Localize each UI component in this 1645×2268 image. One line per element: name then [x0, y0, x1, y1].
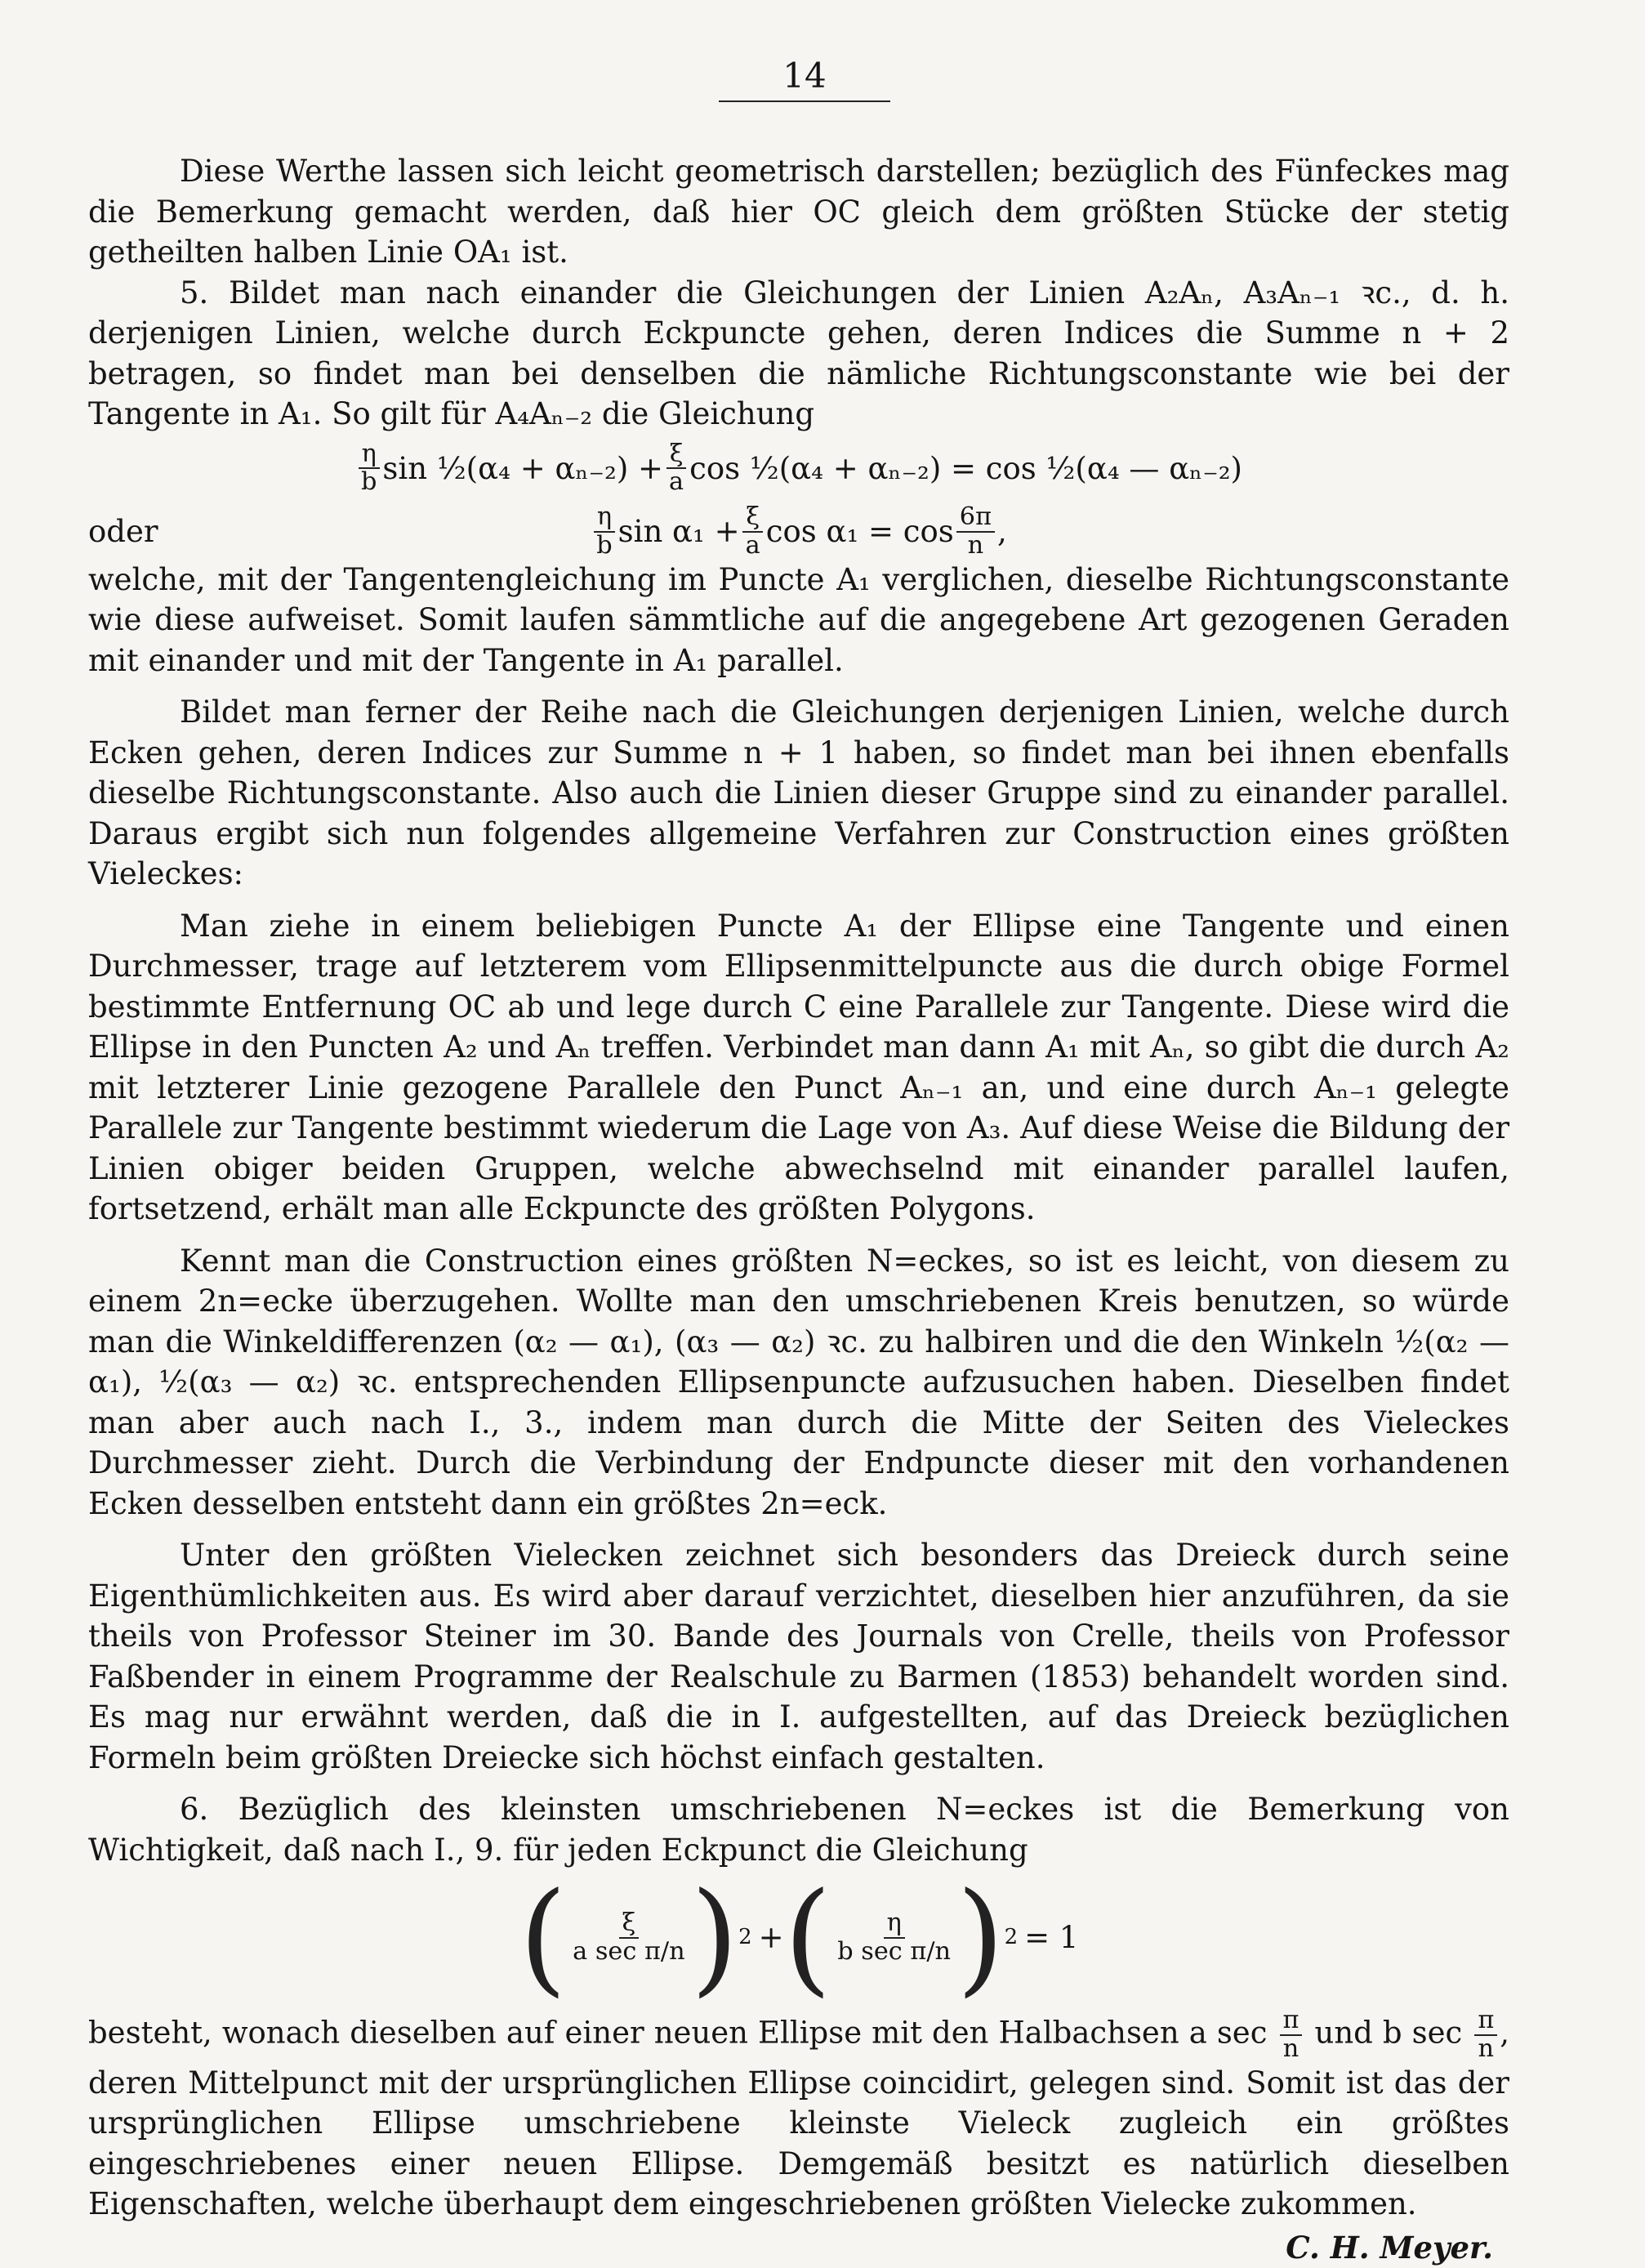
paragraph: welche, mit der Tangentengleichung im Puncte A₁ verglichen, dieselbe Richtungsconstante wie diese aufweiset. Somit laufen sämmtliche auf die angegebene Art gezogenen Geraden mit einander und mit der Tangente in A₁ parallel. [88, 561, 1509, 678]
paragraph: 6. Bezüglich des kleinsten umschriebenen N=eckes ist die Bemerkung von Wichtigkeit, daß nach I., 9. für jeden Eckpunct die Gleichung [88, 1792, 1509, 1868]
paragraph: Diese Werthe lassen sich leicht geometrisch darstellen; bezüglich des Fünfeckes mag die Bemerkung gemacht werden, daß hier OC gleich dem größten Stücke der stetig getheilten halben Linie OA₁ ist. [88, 154, 1509, 270]
fraction: $\frac{\pi}{n}$ [1474, 2007, 1497, 2063]
equation-ellipse: ( $\frac{\xi}{\text{a sec π/n}}$ ) 2 + ( $\frac{\eta}{\text{b sec π/n}}$ ) 2 = 1 [519, 1867, 1079, 2010]
paragraph: 5. Bildet man nach einander die Gleichungen der Linien A₂Aₙ, A₃Aₙ₋₁ ꝛc., d. h. derjenigen Linien, welche durch Eckpuncte gehen, deren Indices die Summe n + 2 betragen, so findet man bei denselben die nämliche Richtungsconstante wie bei der Tangente in A₁. So gilt für A₄Aₙ₋₂ die Gleichung [88, 275, 1509, 431]
paragraph: Bildet man ferner der Reihe nach die Gleichungen derjenigen Linien, welche durch Ecken gehen, deren Indices zur Summe n + 1 haben, so findet man bei ihnen ebenfalls dieselbe Richtungsconstante. Also auch die Linien dieser Gruppe sind zu einander parallel. Daraus ergibt sich nun folgendes allgemeine Verfahren zur Construction eines größten Vieleckes: [88, 694, 1509, 892]
paragraph: Unter den größten Vielecken zeichnet sich besonders das Dreieck durch seine Eigenthümlichkeiten aus. Es wird aber darauf verzichtet, dieselben hier anzuführen, da sie theils von Professor Steiner im 30. Bande des Journals von Crelle, theils von Professor Faßbender in einem Programme der Realschule zu Barmen (1853) behandelt worden sind. Es mag nur erwähnt werden, daß die in I. aufgestellten, auf das Dreieck bezüglichen Formeln beim größten Dreiecke sich höchst einfach gestalten. [88, 1538, 1509, 1775]
fraction: $\frac{\eta}{b}$ [593, 504, 615, 560]
fraction: $\frac{\eta}{b}$ [358, 441, 380, 497]
paragraph: Man ziehe in einem beliebigen Puncte A₁ der Ellipse eine Tangente und einen Durchmesser, trage auf letzterem vom Ellipsenmittelpuncte aus die durch obige Formel bestimmte Entfernung OC ab und lege durch C eine Parallele zur Tangente. Diese wird die Ellipse in den Puncten A₂ und Aₙ treffen. Verbindet man dann A₁ mit Aₙ, so gibt die durch A₂ mit letzterer Linie gezogene Parallele den Punct Aₙ₋₁ an, und eine durch Aₙ₋₁ gelegte Parallele zur Tangente bestimmt wiederum die Lage von A₃. Auf diese Weise die Bildung der Linien obiger beiden Gruppen, welche abwechselnd mit einander parallel laufen, fortsetzend, erhält man alle Eckpuncte des größten Polygons. [88, 908, 1509, 1227]
equation-alternative: oder $\frac{\eta}{b}$ sin α₁ + $\frac{\xi}{a}$ cos α₁ = cos $\frac{6\pi}{n}$ , [88, 502, 1007, 560]
fraction: $\frac{\xi}{a}$ [666, 441, 687, 497]
fraction: $\frac{\eta}{\text{b sec π/n}}$ [837, 1909, 952, 1967]
author-signature: C. H. Meyer. [1286, 2229, 1493, 2266]
paragraph: besteht, wonach dieselben auf einer neuen Ellipse mit den Halbachsen a sec $\frac{\pi}{n}$ und b sec $\frac{\pi}{n}$ , deren Mittelpunct mit der ursprünglichen Ellipse coincidirt, gelegen sind. Somit ist das der ursprünglichen Ellipse umschriebene kleinste Vieleck zugleich ein größtes eingeschriebenes einer neuen Ellipse. Demgemäß besitzt es natürlich dieselben Eigenschaften, welche überhaupt dem eingeschriebenen größten Vielecke zukommen. [88, 2006, 1510, 2222]
paragraph: Kennt man die Construction eines größten N=eckes, so ist es leicht, von diesem zu einem 2n=ecke überzugehen. Wollte man den umschriebenen Kreis benutzen, so würde man die Winkeldifferenzen (α₂ — α₁), (α₃ — α₂) ꝛc. zu halbiren und die den Winkeln ½(α₂ — α₁), ½(α₃ — α₂) ꝛc. entsprechenden Ellipsenpuncte aufzusuchen haben. Dieselben findet man aber auch nach I., 3., indem man durch die Mitte der Seiten des Vieleckes Durchmesser zieht. Durch die Verbindung der Endpuncte dieser mit den vorhandenen Ecken desselben entsteht dann ein größtes 2n=eck. [88, 1243, 1509, 1521]
fraction: $\frac{\xi}{\text{a sec π/n}}$ [573, 1909, 685, 1967]
page-number: 14 [719, 56, 890, 102]
fraction: $\frac{\pi}{n}$ [1280, 2007, 1303, 2063]
fraction: $\frac{\xi}{a}$ [742, 504, 764, 560]
fraction: $\frac{6\pi}{n}$ [956, 504, 995, 560]
equation-tangent-group: $\frac{\eta}{b}$ sin ½(α₄ + αₙ₋₂) + $\frac{\xi}{a}$ cos ½(α₄ + αₙ₋₂) = cos ½(α₄ — αₙ₋₂) [88, 441, 1509, 497]
body-text [88, 151, 1509, 2268]
